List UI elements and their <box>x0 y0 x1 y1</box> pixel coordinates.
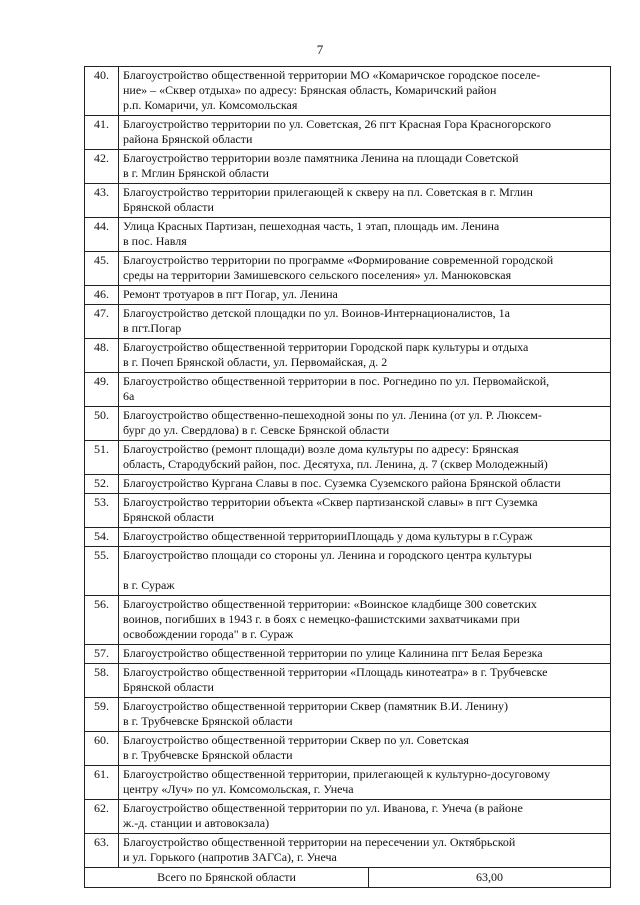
table-row <box>85 834 611 868</box>
row-description-cell <box>119 286 611 305</box>
row-number: 63. <box>85 834 119 868</box>
row-description: Благоустройство территории прилегающей к скверу на пл. Советская в г. Мглин Брянской области <box>123 185 533 214</box>
row-number: 47. <box>85 305 119 339</box>
row-description: Благоустройство территории объекта «Сквер партизанской славы» в пгт Суземка Брянской области <box>123 495 538 524</box>
row-number: 46. <box>85 286 119 305</box>
table-row <box>85 528 611 547</box>
table-row <box>85 407 611 441</box>
table-row <box>85 252 611 286</box>
row-number: 45. <box>85 252 119 286</box>
table-body <box>85 67 611 888</box>
row-description-cell <box>119 645 611 664</box>
row-description-cell <box>119 305 611 339</box>
improvement-projects-table <box>84 66 611 888</box>
table-row <box>85 732 611 766</box>
table-row <box>85 800 611 834</box>
total-value: 63,00 <box>369 868 611 888</box>
row-number: 61. <box>85 766 119 800</box>
row-description-cell <box>119 373 611 407</box>
row-description: Благоустройство общественной территорииПлощадь у дома культуры в г.Сураж <box>123 529 533 543</box>
row-description: Благоустройство общественной территории в пос. Рогнедино по ул. Первомайской, 6а <box>123 374 550 403</box>
table-row <box>85 339 611 373</box>
row-description: Благоустройство площади со стороны ул. Ленина и городского центра культуры в г. Сураж <box>123 548 532 592</box>
row-description-cell <box>119 441 611 475</box>
row-description: Благоустройство общественной территории, прилегающей к культурно-досуговому центру «Луч» по ул. Комсомольская, г. Унеча <box>123 767 551 796</box>
row-description-cell <box>119 494 611 528</box>
row-description-cell <box>119 67 611 116</box>
page-number: 7 <box>316 42 324 57</box>
row-number: 62. <box>85 800 119 834</box>
row-number: 44. <box>85 218 119 252</box>
row-description: Благоустройство детской площадки по ул. Воинов-Интернационалистов, 1а в пгт.Погар <box>123 306 510 335</box>
row-description: Благоустройство общественной территории по улице Калинина пгт Белая Березка <box>123 646 543 660</box>
table-row <box>85 596 611 645</box>
row-description-cell <box>119 252 611 286</box>
table-row <box>85 305 611 339</box>
row-description: Благоустройство территории по ул. Советская, 26 пгт Красная Гора Красногорского района Брянской области <box>123 117 552 146</box>
row-description-cell <box>119 834 611 868</box>
row-number: 49. <box>85 373 119 407</box>
row-description-cell <box>119 339 611 373</box>
row-description-cell <box>119 698 611 732</box>
row-number: 52. <box>85 475 119 494</box>
table-row <box>85 664 611 698</box>
table-row <box>85 218 611 252</box>
row-number: 50. <box>85 407 119 441</box>
row-description-cell <box>119 547 611 596</box>
row-description: Благоустройство территории по программе «Формирование современной городской среды на территории Замишевского сельского поселения» ул. Манюковская <box>123 253 554 282</box>
row-description: Благоустройство общественной территории «Площадь кинотеатра» в г. Трубчевске Брянской области <box>123 665 548 694</box>
row-description-cell <box>119 184 611 218</box>
row-description-cell <box>119 475 611 494</box>
row-number: 48. <box>85 339 119 373</box>
table-row <box>85 441 611 475</box>
row-number: 41. <box>85 116 119 150</box>
row-description: Благоустройство общественной территории на пересечении ул. Октябрьской и ул. Горького (напротив ЗАГСа), г. Унеча <box>123 835 516 864</box>
row-number: 53. <box>85 494 119 528</box>
table-row <box>85 116 611 150</box>
row-number: 58. <box>85 664 119 698</box>
row-number: 54. <box>85 528 119 547</box>
row-description-cell <box>119 800 611 834</box>
row-number: 55. <box>85 547 119 596</box>
row-description: Благоустройство общественно-пешеходной зоны по ул. Ленина (от ул. Р. Люксем- бург до ул. Свердлова) в г. Севске Брянской области <box>123 408 542 437</box>
row-number: 57. <box>85 645 119 664</box>
table-row <box>85 645 611 664</box>
row-description-cell <box>119 150 611 184</box>
table-row <box>85 475 611 494</box>
table-row <box>85 150 611 184</box>
table-row <box>85 766 611 800</box>
row-description-cell <box>119 116 611 150</box>
table-row <box>85 373 611 407</box>
row-description: Благоустройство территории возле памятника Ленина на площади Советской в г. Мглин Брянской области <box>123 151 519 180</box>
row-description-cell <box>119 664 611 698</box>
row-description: Благоустройство (ремонт площади) возле дома культуры по адресу: Брянская область, Стародубский район, пос. Десятуха, пл. Ленина, д. 7 (сквер Молодежный) <box>123 442 548 471</box>
total-row <box>85 868 611 888</box>
row-number: 60. <box>85 732 119 766</box>
row-description: Благоустройство общественной территории по ул. Иванова, г. Унеча (в районе ж.-д. станции и автовокзала) <box>123 801 523 830</box>
table-row <box>85 698 611 732</box>
table-row <box>85 547 611 596</box>
row-description: Улица Красных Партизан, пешеходная часть, 1 этап, площадь им. Ленина в пос. Навля <box>123 219 500 248</box>
row-description-cell <box>119 528 611 547</box>
table-row <box>85 286 611 305</box>
table-row <box>85 494 611 528</box>
row-number: 43. <box>85 184 119 218</box>
row-description-cell <box>119 596 611 645</box>
total-label: Всего по Брянской области <box>85 868 369 888</box>
row-description: Благоустройство общественной территории Сквер (памятник В.И. Ленину) в г. Трубчевске Брянской области <box>123 699 509 728</box>
row-number: 40. <box>85 67 119 116</box>
row-description-cell <box>119 407 611 441</box>
table-row <box>85 67 611 116</box>
row-description-cell <box>119 732 611 766</box>
row-number: 51. <box>85 441 119 475</box>
row-number: 59. <box>85 698 119 732</box>
row-description: Благоустройство Кургана Славы в пос. Суземка Суземского района Брянской области <box>123 476 561 490</box>
row-description: Благоустройство общественной территории Сквер по ул. Советская в г. Трубчевске Брянской области <box>123 733 469 762</box>
row-description: Благоустройство общественной территории: «Воинское кладбище 300 советских воинов, погибших в 1943 г. в боях с немецко-фашистскими захватчиками при освобождении города" в г. Сураж <box>123 597 537 641</box>
row-number: 42. <box>85 150 119 184</box>
row-description-cell <box>119 218 611 252</box>
row-description: Ремонт тротуаров в пгт Погар, ул. Ленина <box>123 287 338 301</box>
row-description-cell <box>119 766 611 800</box>
row-description: Благоустройство общественной территории Городской парк культуры и отдыха в г. Почеп Брянской области, ул. Первомайская, д. 2 <box>123 340 529 369</box>
row-number: 56. <box>85 596 119 645</box>
table-row <box>85 184 611 218</box>
row-description: Благоустройство общественной территории МО «Комаричское городское поселе- ние» – «Сквер отдыха» по адресу: Брянская область, Комаричский район р.п. Комаричи, ул. Комсомольская <box>123 68 541 112</box>
